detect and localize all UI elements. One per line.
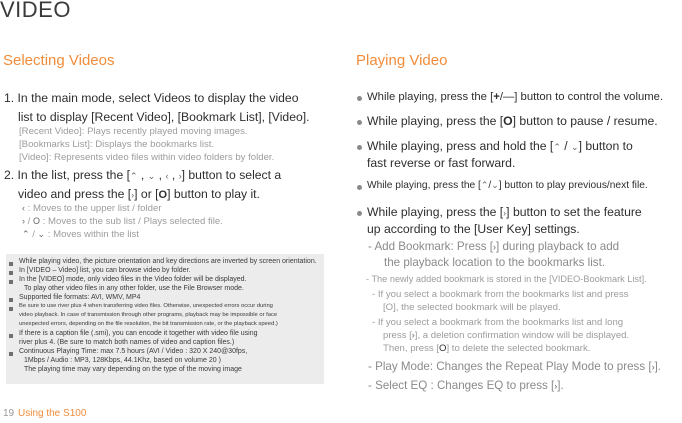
o-button-icon: O bbox=[158, 189, 168, 201]
up-arrow-icon: ⌃ bbox=[553, 142, 561, 152]
step1-line2: list to display [Recent Video], [Bookmark List], [Video]. bbox=[18, 110, 310, 124]
step2-sub-lower: › / O : Moves to the sub list / Plays selected file. bbox=[22, 216, 223, 227]
seek-bullet-line2: fast reverse or fast forward. bbox=[367, 156, 516, 170]
note-item: While playing video, the picture orientation and key directions are inverted by screen orientation. bbox=[19, 258, 317, 265]
right-arrow-icon: › bbox=[503, 208, 507, 218]
step1-sub-recent: [Recent Video]: Plays recently played moving images. bbox=[19, 126, 248, 137]
right-arrow-icon: › bbox=[651, 362, 655, 372]
note-item: In [VIDEO – Video] list, you can browse video by folder. bbox=[19, 267, 191, 274]
o-button-icon: O bbox=[385, 302, 394, 313]
note-item: unexpected errors, depending on the file resolution, the bit transmission rate, or the playback speed.) bbox=[19, 321, 278, 327]
note-item: Continuous Playing Time: max 7.5 hours (AVI / Video : 320 X 240@30fps, bbox=[19, 348, 248, 355]
right-arrow-icon: › bbox=[131, 190, 135, 200]
note-bullet bbox=[9, 262, 13, 266]
pause-bullet: While playing, press the [O] button to pause / resume. bbox=[367, 114, 658, 128]
step1-line1: 1. In the main mode, select Videos to display the video bbox=[4, 91, 299, 105]
add-bookmark-line1: - Add Bookmark: Press [›] during playback to add bbox=[368, 240, 620, 253]
bullet-dot bbox=[357, 145, 362, 150]
left-arrow-icon: ‹ bbox=[165, 171, 169, 181]
plus-icon: + bbox=[493, 91, 500, 103]
right-arrow-icon: › bbox=[493, 242, 497, 252]
up-arrow-icon: ⌃ bbox=[130, 171, 138, 181]
prev-next-bullet: While playing, press the [⌃/⌄] button to play previous/next file. bbox=[367, 180, 648, 191]
long-press-line2: press [›], a deletion confirmation window will be displayed. bbox=[383, 330, 630, 341]
o-button-icon: O bbox=[33, 216, 41, 226]
down-arrow-icon: ⌄ bbox=[37, 229, 46, 239]
note-bullet bbox=[9, 307, 13, 311]
note-item: The playing time may vary depending on the type of the moving image bbox=[24, 366, 242, 373]
user-key-bullet-line1: While playing, press the [›] button to set the feature bbox=[367, 205, 642, 219]
note-item: To play other video files in any other folder, use the File Browser mode. bbox=[24, 285, 244, 292]
section-title-selecting-videos: Selecting Videos bbox=[3, 52, 115, 69]
note-item: In the [VIDEO] mode, only video files in the Video folder will be displayed. bbox=[19, 276, 247, 283]
up-arrow-icon: ⌃ bbox=[22, 229, 30, 239]
long-press-line3: Then, press [O] to delete the selected bookmark. bbox=[383, 343, 591, 354]
select-eq-line: - Select EQ : Changes EQ to press [›]. bbox=[368, 379, 564, 392]
right-arrow-icon: › bbox=[22, 216, 25, 226]
o-button-icon: O bbox=[503, 114, 513, 128]
bullet-dot bbox=[357, 120, 362, 125]
right-arrow-icon: › bbox=[178, 171, 182, 181]
right-arrow-icon: › bbox=[554, 381, 558, 391]
select-bookmark-line1: - If you select a bookmark from the bookmarks list and press bbox=[372, 289, 629, 300]
footer-section-link[interactable]: Using the S100 bbox=[18, 408, 87, 419]
down-arrow-icon: ⌄ bbox=[571, 142, 579, 152]
o-button-icon: O bbox=[439, 343, 447, 354]
note-bullet bbox=[9, 334, 13, 338]
step2-sub-upper: ‹ : Moves to the upper list / folder bbox=[22, 203, 162, 214]
step2-line2: video and press the [›] or [O] button to play it. bbox=[18, 187, 260, 201]
volume-bullet: While playing, press the [+/—] button to control the volume. bbox=[367, 91, 664, 103]
down-arrow-icon: ⌄ bbox=[491, 180, 499, 190]
long-press-line1: - If you select a bookmark from the bookmarks list and long bbox=[372, 317, 624, 328]
note-item: 1Mbps / Audio : MP3, 128Kbps, 44.1Khz, based on volume 20 ) bbox=[24, 357, 221, 364]
page-title: VIDEO bbox=[0, 0, 71, 22]
note-item: If there is a caption file (.smi), you can encode it together with video file using bbox=[19, 330, 258, 337]
user-key-bullet-line2: up according to the [User Key] settings. bbox=[367, 222, 580, 236]
note-bullet bbox=[9, 352, 13, 356]
stored-note: - The newly added bookmark is stored in the [VIDEO-Bookmark List]. bbox=[366, 274, 647, 284]
note-bullet bbox=[9, 271, 13, 275]
minus-icon: — bbox=[502, 91, 515, 103]
note-item: video playback. In case of transmission through other programs, playback may be impossible or face bbox=[19, 312, 278, 318]
select-bookmark-line2: [O], the selected bookmark will be played. bbox=[383, 302, 561, 313]
section-title-playing-video: Playing Video bbox=[356, 52, 448, 69]
up-arrow-icon: ⌃ bbox=[480, 180, 489, 190]
seek-bullet-line1: While playing, press and hold the [⌃ / ⌄] button to bbox=[367, 139, 633, 153]
step2-line1: 2. In the list, press the [⌃ , ⌄ , ‹ , ›] button to select a bbox=[4, 168, 282, 182]
play-mode-line: - Play Mode: Changes the Repeat Play Mode to press [›]. bbox=[368, 360, 662, 373]
down-arrow-icon: ⌄ bbox=[147, 171, 156, 181]
bullet-dot bbox=[357, 211, 362, 216]
note-item: river plus 4. (Be sure to match both names of video and caption files.) bbox=[19, 339, 235, 346]
step1-sub-bookmarks: [Bookmarks List]: Displays the bookmarks list. bbox=[19, 139, 215, 150]
bullet-dot bbox=[357, 185, 362, 190]
page-number: 19 bbox=[3, 408, 15, 419]
right-arrow-icon: › bbox=[411, 330, 415, 340]
left-arrow-icon: ‹ bbox=[22, 203, 25, 213]
note-bullet bbox=[9, 298, 13, 302]
add-bookmark-line2: the playback location to the bookmarks list. bbox=[384, 256, 606, 269]
step1-sub-video: [Video]: Represents video files within video folders by folder. bbox=[19, 152, 275, 163]
bullet-dot bbox=[357, 96, 362, 101]
step2-sub-within: ⌃ / ⌄ : Moves within the list bbox=[22, 229, 139, 240]
note-bullet bbox=[9, 280, 13, 284]
notes-box bbox=[6, 254, 324, 384]
note-item: Supported file formats: AVI, WMV, MP4 bbox=[19, 294, 141, 301]
note-item: Be sure to use river plus 4 when transferring video files. Otherwise, unexpected errors occur during bbox=[19, 303, 273, 309]
